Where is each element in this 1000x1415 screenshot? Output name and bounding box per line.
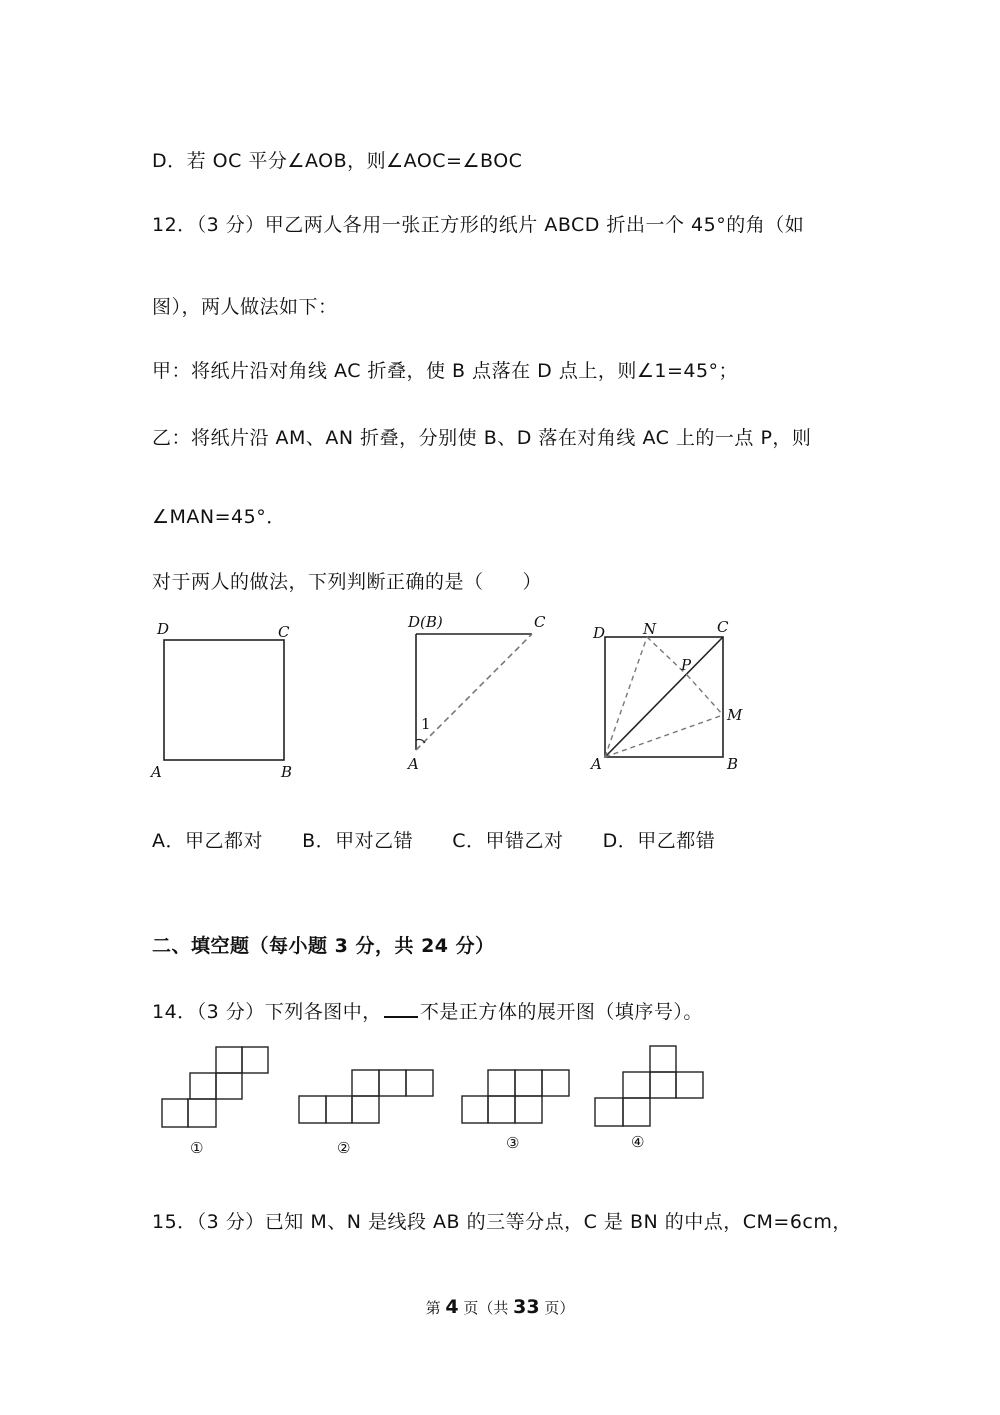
q12-question: 对于两人的做法，下列判断正确的是（ ） bbox=[152, 571, 543, 593]
figure-folded-triangle bbox=[400, 612, 560, 782]
figure-square-abcd bbox=[145, 615, 305, 785]
footer-total-pages: 33 bbox=[513, 1296, 540, 1318]
cube-net-1 bbox=[160, 1045, 275, 1155]
q11-option-d: D．若 OC 平分∠AOB，则∠AOC=∠BOC bbox=[152, 150, 523, 172]
q12-method-yi-line1: 乙：将纸片沿 AM、AN 折叠，分别使 B、D 落在对角线 AC 上的一点 P，则 bbox=[152, 427, 812, 449]
cube-net-2 bbox=[297, 1068, 437, 1158]
cube-net-4 bbox=[593, 1044, 708, 1154]
fig2-angle-label: 1 bbox=[421, 715, 431, 733]
q12-stem-line2: 图），两人做法如下： bbox=[152, 296, 338, 318]
fig1-label-b: B bbox=[281, 763, 293, 781]
footer-post: 页） bbox=[539, 1299, 575, 1317]
q12-options bbox=[152, 826, 715, 853]
footer-page-number: 4 bbox=[445, 1296, 459, 1318]
section-2-title: 二、填空题（每小题 3 分，共 24 分） bbox=[152, 935, 495, 957]
fig3-label-c: C bbox=[717, 618, 729, 636]
q12-method-jia: 甲：将纸片沿对角线 AC 折叠，使 B 点落在 D 点上，则∠1=45°； bbox=[152, 360, 739, 382]
fig3-label-d: D bbox=[593, 624, 606, 642]
q14-prefix: 14．（3 分）下列各图中， bbox=[152, 1001, 382, 1023]
q12-option-a[interactable]: A．甲乙都对 bbox=[152, 830, 263, 852]
fig2-label-c: C bbox=[534, 613, 546, 631]
page-footer bbox=[0, 1296, 1000, 1318]
fig2-label-a: A bbox=[408, 755, 419, 773]
fig3-label-p: P bbox=[681, 656, 692, 674]
cube-net-3 bbox=[460, 1068, 575, 1158]
fig1-label-c: C bbox=[278, 623, 290, 641]
q14-stem bbox=[152, 997, 703, 1024]
q12-option-b[interactable]: B．甲对乙错 bbox=[302, 830, 414, 852]
q14-answer-blank[interactable] bbox=[384, 1002, 418, 1018]
fig1-label-d: D bbox=[157, 620, 170, 638]
q12-method-yi-line2: ∠MAN=45°． bbox=[152, 506, 286, 528]
fig3-label-n: N bbox=[643, 620, 657, 638]
fig3-label-m: M bbox=[727, 706, 743, 724]
cube-net-1-caption: ① bbox=[190, 1139, 204, 1157]
cube-net-2-caption: ② bbox=[337, 1139, 351, 1157]
cube-net-4-caption: ④ bbox=[631, 1133, 645, 1151]
q14-suffix: 不是正方体的展开图（填序号）。 bbox=[419, 1001, 703, 1023]
figure-fold-amn bbox=[585, 612, 755, 782]
fig3-label-b: B bbox=[727, 755, 739, 773]
q15-stem-line1: 15．（3 分）已知 M、N 是线段 AB 的三等分点，C 是 BN 的中点，CM=6cm， bbox=[152, 1211, 852, 1233]
q12-option-d[interactable]: D．甲乙都错 bbox=[602, 830, 716, 852]
q12-stem-line1: 12．（3 分）甲乙两人各用一张正方形的纸片 ABCD 折出一个 45°的角（如 bbox=[152, 214, 805, 236]
fig2-label-db: D(B) bbox=[408, 613, 443, 631]
cube-net-3-caption: ③ bbox=[506, 1134, 520, 1152]
q12-option-c[interactable]: C．甲错乙对 bbox=[452, 830, 564, 852]
footer-mid: 页（共 bbox=[458, 1299, 514, 1317]
fig3-label-a: A bbox=[591, 755, 602, 773]
fig1-label-a: A bbox=[151, 763, 162, 781]
footer-pre: 第 bbox=[425, 1299, 446, 1317]
